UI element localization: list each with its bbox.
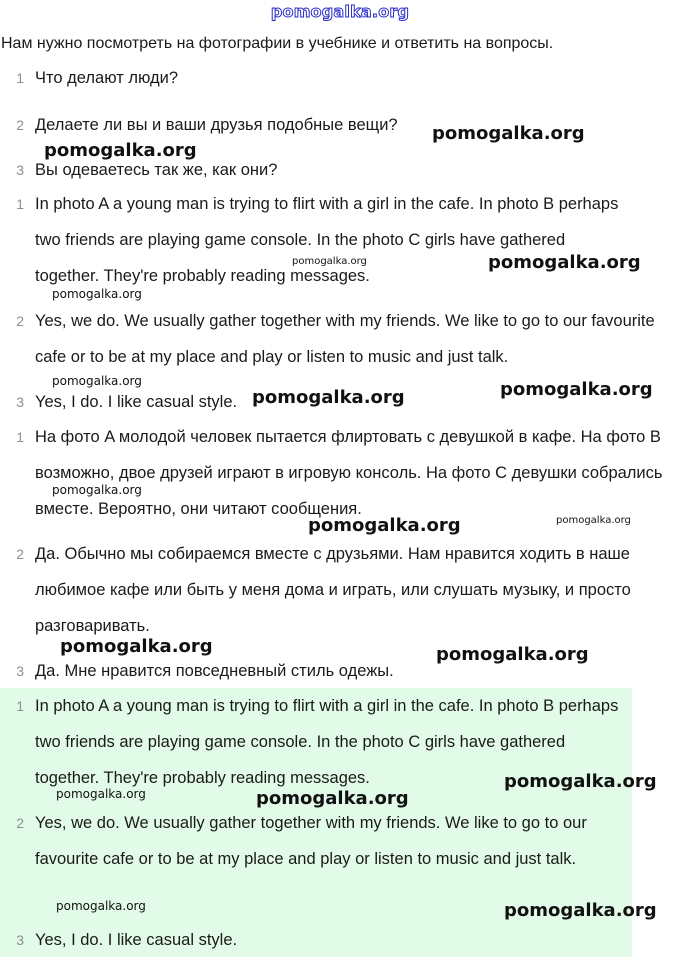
watermark: pomogalka.org <box>252 387 405 408</box>
item-number: 3 <box>16 663 24 679</box>
watermark: pomogalka.org <box>60 636 213 657</box>
watermark: pomogalka.org <box>52 483 142 497</box>
answer-text: На фото A молодой человек пытается флиртовать с девушкой в кафе. На фото B возможно, двое друзей играют в игровую консоль. На фото C девушки собрались вместе. Вероятно, они читают сообщения. <box>35 428 663 518</box>
question-text: Что делают люди? <box>35 69 179 87</box>
watermark: pomogalka.org <box>56 787 146 801</box>
answer-text: Yes, we do. We usually gather together with my friends. We like to go to our favourite cafe or to be at my place and play or listen to music and just talk. <box>35 312 655 366</box>
question-text: Вы одеваетесь так же, как они? <box>35 161 278 179</box>
watermark: pomogalka.org <box>56 899 146 913</box>
item-number: 2 <box>16 546 24 562</box>
item-number: 1 <box>16 429 24 445</box>
watermark: pomogalka.org <box>556 515 631 526</box>
item-number: 1 <box>16 698 24 714</box>
watermark: pomogalka.org <box>292 256 367 267</box>
watermark: pomogalka.org <box>44 140 197 161</box>
watermark: pomogalka.org <box>308 515 461 536</box>
answer-text: In photo A a young man is trying to flirt with a girl in the cafe. In photo B perhaps two friends are playing game console. In the photo C girls have gathered together. They're probably reading messages. <box>35 697 619 787</box>
item-number: 1 <box>16 196 24 212</box>
item-number: 2 <box>16 815 24 831</box>
answer-text: In photo A a young man is trying to flirt with a girl in the cafe. In photo B perhaps two friends are playing game console. In the photo C girls have gathered together. They're probably reading messages. <box>35 195 619 285</box>
watermark: pomogalka.org <box>436 644 589 665</box>
item-number: 3 <box>16 394 24 410</box>
watermark: pomogalka.org <box>52 287 142 301</box>
item-number: 3 <box>16 162 24 178</box>
task-intro: Нам нужно посмотреть на фотографии в учебнике и ответить на вопросы. <box>1 35 554 52</box>
answer-text: Yes, we do. We usually gather together with my friends. We like to go to our favourite cafe or to be at my place and play or listen to music and just talk. <box>35 814 587 868</box>
answer-text: Yes, I do. I like casual style. <box>35 931 238 949</box>
watermark: pomogalka.org <box>488 252 641 273</box>
watermark: pomogalka.org <box>504 771 657 792</box>
watermark: pomogalka.org <box>256 788 409 809</box>
watermark: pomogalka.org <box>432 123 585 144</box>
item-number: 1 <box>16 70 24 86</box>
watermark: pomogalka.org <box>504 900 657 921</box>
watermark: pomogalka.org <box>500 379 653 400</box>
site-logo: pomogalka.org <box>270 2 410 21</box>
item-number: 2 <box>16 117 24 133</box>
answer-text: Да. Обычно мы собираемся вместе с друзьями. Нам нравится ходить в наше любимое кафе или быть у меня дома и играть, или слушать музыку, и просто разговаривать. <box>35 545 631 635</box>
answer-text: Yes, I do. I like casual style. <box>35 393 238 411</box>
watermark: pomogalka.org <box>52 374 142 388</box>
item-number: 2 <box>16 313 24 329</box>
answer-text: Да. Мне нравится повседневный стиль одежы. <box>35 662 394 680</box>
item-number: 3 <box>16 932 24 948</box>
question-text: Делаете ли вы и ваши друзья подобные вещи? <box>35 116 398 134</box>
